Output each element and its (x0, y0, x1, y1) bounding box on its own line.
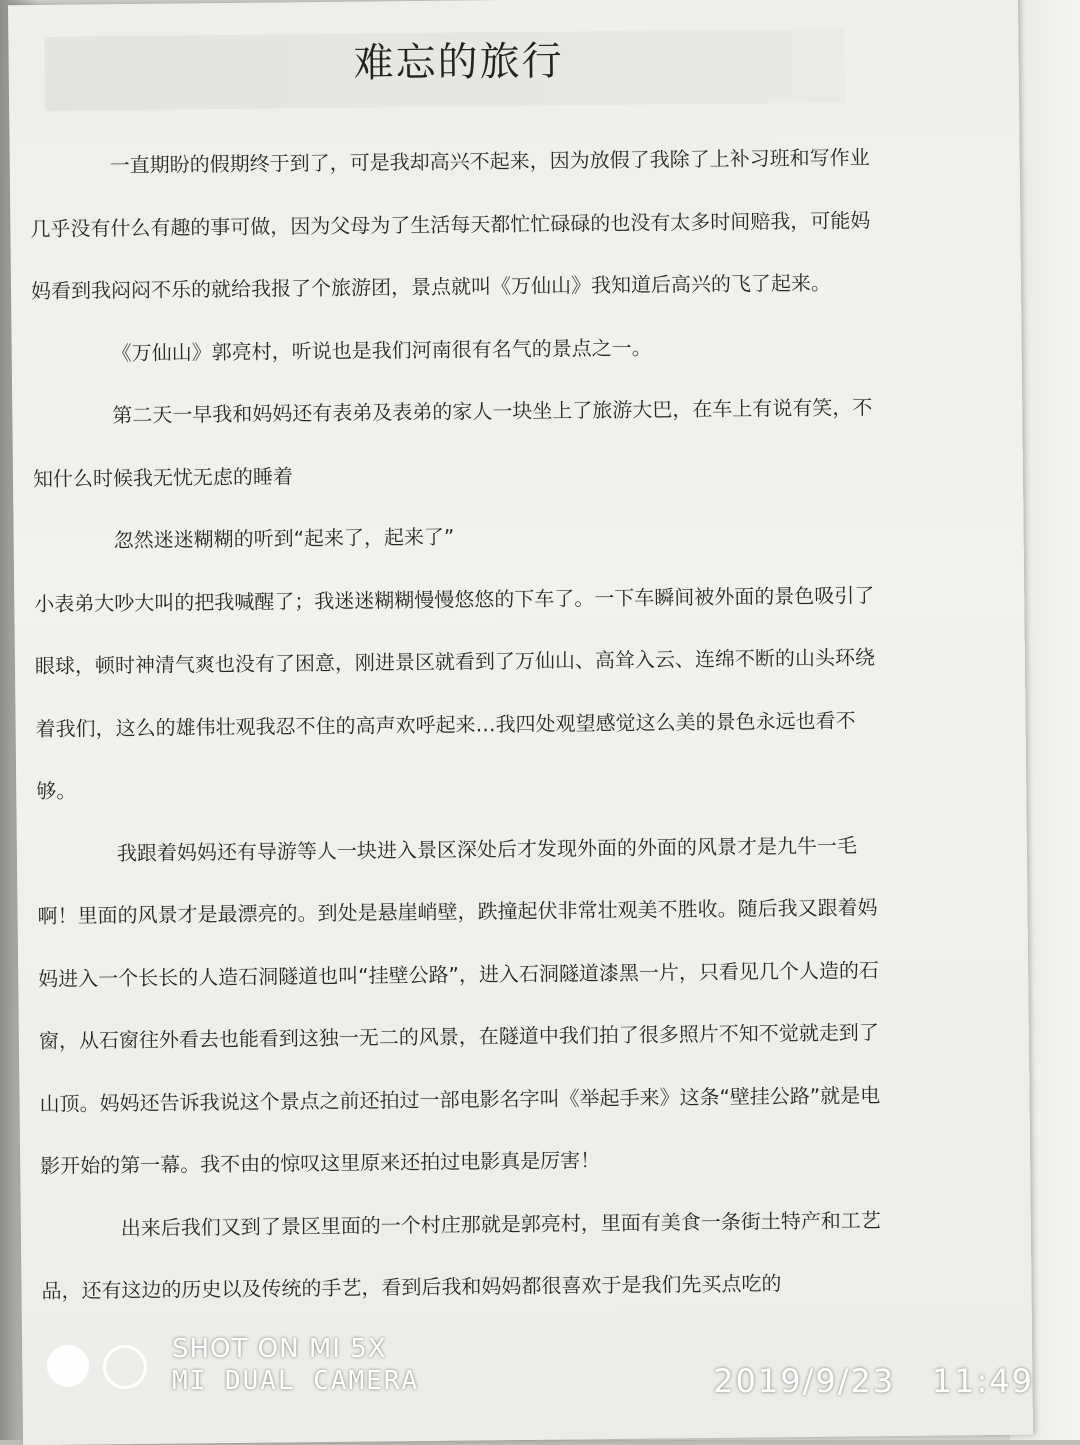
essay-body (29, 126, 891, 1322)
printed-page (8, 0, 1033, 1445)
camera-logo-ring-icon (103, 1345, 147, 1389)
paragraph-7: 出来后我们又到了景区里面的一个村庄那就是郭亮村，里面有美食一条街土特产和工艺品，还有这边的历史以及传统的手艺，看到后我和妈妈都很喜欢于是我们先买点吃的 (41, 1207, 881, 1304)
paragraph-6: 我跟着妈妈还有导游等人一块进入景区深处后才发现外面的外面的风景才是九牛一毛啊！里面的风景才是最漂亮的。到处是悬崖峭壁，跌撞起伏非常壮观美不胜收。随后我又跟着妈妈进入一个长长的人造石洞隧道也叫“挂壁公路”，进入石洞隧道漆黑一片，只看见几个人造的石窗，从石窗往外看去也能看到这独一无二的风景，在隧道中我们拍了很多照片不知不觉就走到了山顶。妈妈还告诉我说这个景点之前还拍过一部电影名字叫《举起手来》这条“壁挂公路”就是电影开始的第一幕。我不由的惊叹这里原来还拍过电影真是厉害！ (37, 832, 881, 1179)
paragraph-2: 《万仙山》郭亮村，听说也是我们河南很有名气的景点之一。 (111, 335, 652, 365)
watermark-model: SHOT ON MI 5X (172, 1334, 387, 1364)
watermark-date: 2019/9/23 (713, 1362, 896, 1400)
watermark-time: 11:49 (931, 1362, 1034, 1400)
paragraph-3: 第二天一早我和妈妈还有表弟及表弟的家人一块坐上了旅游大巴，在车上有说有笑，不知什么时候我无忧无虑的睡着 (32, 395, 873, 491)
page-title: 难忘的旅行 (353, 38, 564, 87)
paragraph-1: 一直期盼的假期终于到了，可是我却高兴不起来，因为放假了我除了上补习班和写作业几乎没有什么有趣的事可做，因为父母为了生活每天都忙忙碌碌的也没有太多时间赔我，可能妈妈看到我闷闷不乐的就给我报了个旅游团，景点就叫《万仙山》我知道后高兴的飞了起来。 (30, 145, 871, 304)
watermark-datetime (713, 1362, 1034, 1400)
camera-logo-dot-icon (47, 1345, 89, 1387)
watermark-camera: MI DUAL CAMERA (172, 1366, 420, 1396)
paragraph-5: 小表弟大吵大叫的把我喊醒了；我迷迷糊糊慢慢悠悠的下车了。一下车瞬间被外面的景色吸引了眼球，顿时神清气爽也没有了困意，刚进景区就看到了万仙山、高耸入云、连绵不断的山头环绕着我们，这么的雄伟壮观我忍不住的高声欢呼起来…我四处观望感觉这么美的景色永远也看不够。 (34, 582, 876, 804)
paragraph-4: 忽然迷迷糊糊的听到“起来了，起来了” (113, 524, 455, 553)
